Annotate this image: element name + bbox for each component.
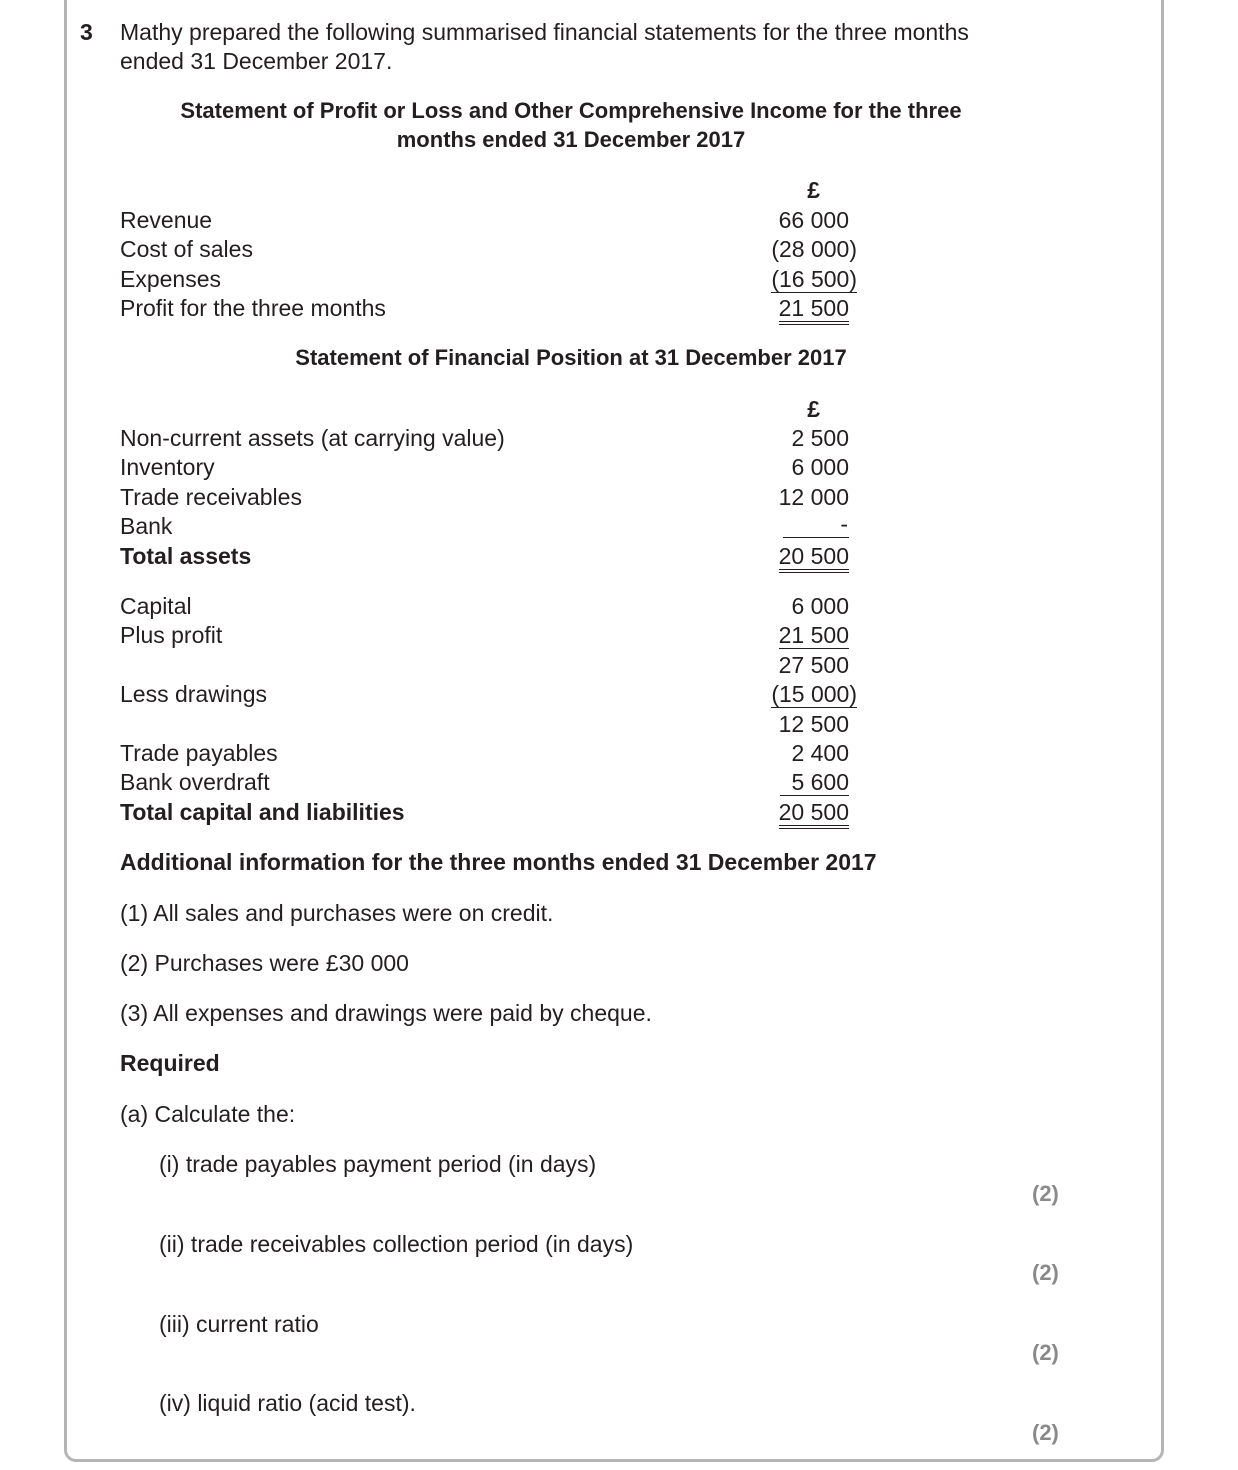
total-assets-value: 20 500 — [779, 543, 849, 573]
total-capital-liabilities-label: Total capital and liabilities — [120, 799, 405, 825]
total-assets-label: Total assets — [120, 543, 252, 569]
subpart-ii: (ii) trade receivables collection period (in days) — [159, 1231, 634, 1257]
intro-line-2: ended 31 December 2017. — [120, 48, 393, 74]
subpart-iv: (iv) liquid ratio (acid test). — [159, 1390, 416, 1416]
additional-item-3: (3) All expenses and drawings were paid by cheque. — [120, 1000, 652, 1026]
inventory-label: Inventory — [120, 454, 215, 480]
bank-label: Bank — [120, 513, 173, 539]
trade-receivables-label: Trade receivables — [120, 484, 302, 510]
trade-payables-value: 2 400 — [791, 740, 849, 766]
cost-of-sales-label: Cost of sales — [120, 236, 253, 262]
subpart-iv-marks: (2) — [1032, 1420, 1059, 1445]
financial-position-title: Statement of Financial Position at 31 December 2017 — [295, 345, 847, 370]
plus-profit-label: Plus profit — [120, 622, 223, 648]
additional-item-2: (2) Purchases were £30 000 — [120, 950, 409, 976]
required-title: Required — [120, 1050, 220, 1076]
part-a-prompt: (a) Calculate the: — [120, 1101, 296, 1127]
subpart-iii: (iii) current ratio — [159, 1311, 319, 1337]
bank-overdraft-label: Bank overdraft — [120, 769, 270, 795]
bank-overdraft-value: 5 600 — [780, 769, 849, 796]
revenue-label: Revenue — [120, 207, 213, 233]
subpart-i-marks: (2) — [1032, 1181, 1059, 1206]
subpart-iii-marks: (2) — [1032, 1340, 1059, 1365]
inventory-value: 6 000 — [791, 454, 849, 480]
bank-value: - — [840, 511, 848, 537]
less-drawings-label: Less drawings — [120, 681, 268, 707]
capital-subtotal-value: 27 500 — [778, 652, 849, 678]
plus-profit-value: 21 500 — [778, 622, 849, 648]
revenue-value: 66 000 — [778, 207, 849, 233]
profit-value: 21 500 — [779, 295, 849, 325]
trade-receivables-value: 12 000 — [778, 484, 849, 510]
cost-of-sales-value: (28 000) — [771, 236, 857, 262]
capital-label: Capital — [120, 593, 192, 619]
non-current-assets-label: Non-current assets (at carrying value) — [120, 425, 505, 451]
question-number: 3 — [80, 19, 93, 45]
intro-line-1: Mathy prepared the following summarised financial statements for the three months — [120, 19, 969, 45]
capital-value: 6 000 — [791, 593, 849, 619]
subpart-ii-marks: (2) — [1032, 1260, 1059, 1285]
closing-capital-value: 12 500 — [778, 711, 849, 737]
total-capital-liabilities-value: 20 500 — [779, 799, 849, 829]
profit-statement-title-2: months ended 31 December 2017 — [396, 127, 746, 152]
subpart-i: (i) trade payables payment period (in days) — [159, 1151, 597, 1177]
profit-currency-header: £ — [807, 177, 820, 203]
expenses-value: (16 500) — [771, 266, 857, 292]
profit-statement-title-1: Statement of Profit or Loss and Other Comprehensive Income for the three — [180, 98, 962, 123]
trade-payables-label: Trade payables — [120, 740, 278, 766]
bank-underline — [783, 537, 849, 538]
expenses-label: Expenses — [120, 266, 222, 292]
non-current-assets-value: 2 500 — [791, 425, 849, 451]
additional-item-1: (1) All sales and purchases were on credit. — [120, 900, 554, 926]
less-drawings-value: (15 000) — [771, 681, 857, 707]
additional-info-title: Additional information for the three months ended 31 December 2017 — [120, 849, 877, 875]
profit-label: Profit for the three months — [120, 295, 386, 321]
position-currency-header: £ — [807, 396, 820, 422]
